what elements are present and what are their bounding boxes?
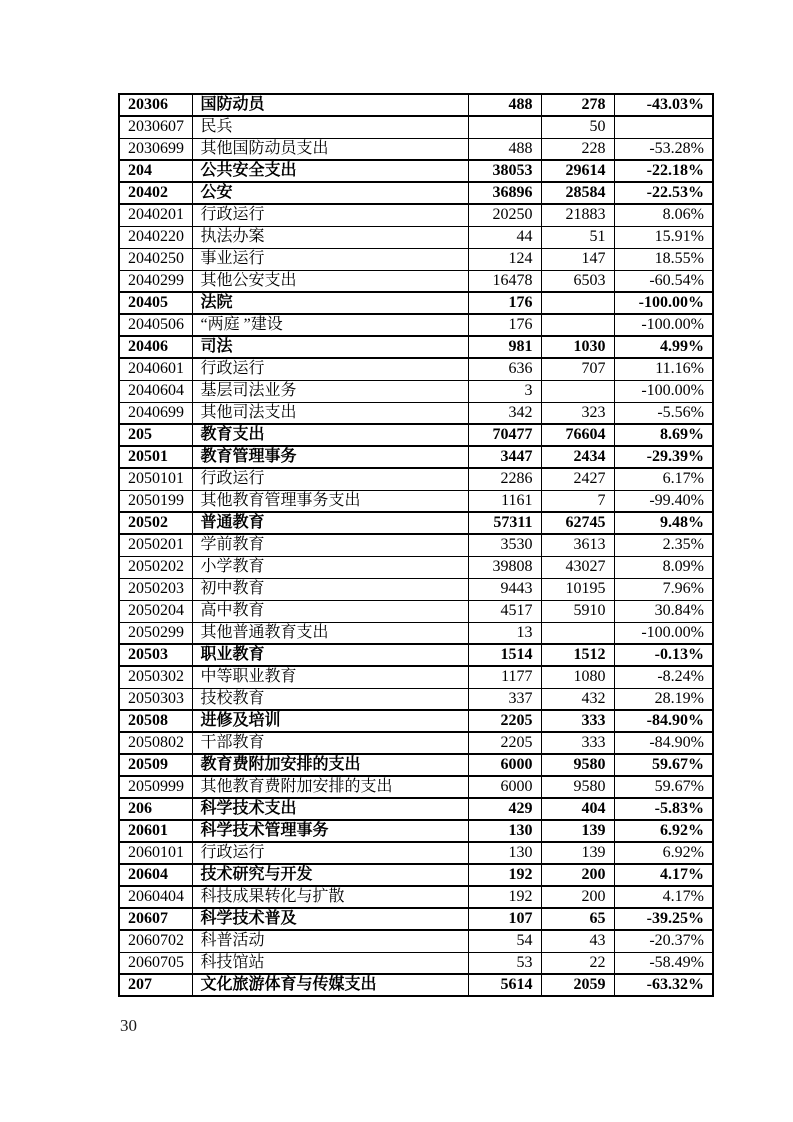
cell-change-percent: -5.83%: [614, 798, 713, 820]
cell-subject-name: 科学技术普及: [192, 908, 468, 930]
table-row: [119, 314, 713, 336]
table-row: [119, 666, 713, 688]
cell-subject-code: 20509: [119, 754, 192, 776]
cell-subject-name: 公共安全支出: [192, 160, 468, 182]
cell-change-percent: -20.37%: [614, 930, 713, 952]
table-row: [119, 226, 713, 248]
cell-budget-value: 107: [468, 908, 541, 930]
cell-subject-name: 民兵: [192, 116, 468, 138]
cell-budget-value: 192: [468, 864, 541, 886]
cell-subject-name: 基层司法业务: [192, 380, 468, 402]
cell-subject-name: 科学技术管理事务: [192, 820, 468, 842]
cell-budget-value: 38053: [468, 160, 541, 182]
table-row: [119, 270, 713, 292]
cell-budget-value: 3530: [468, 534, 541, 556]
cell-subject-code: 20306: [119, 94, 192, 116]
table-row: [119, 336, 713, 358]
cell-final-value: 43: [541, 930, 614, 952]
cell-final-value: [541, 292, 614, 314]
cell-budget-value: 488: [468, 138, 541, 160]
cell-subject-code: 2040506: [119, 314, 192, 336]
cell-subject-code: 2040299: [119, 270, 192, 292]
cell-final-value: 333: [541, 710, 614, 732]
cell-subject-code: 2050201: [119, 534, 192, 556]
cell-subject-code: 207: [119, 974, 192, 996]
cell-subject-name: 行政运行: [192, 204, 468, 226]
table-row: [119, 688, 713, 710]
cell-budget-value: 176: [468, 292, 541, 314]
cell-final-value: 22: [541, 952, 614, 974]
cell-subject-code: 20601: [119, 820, 192, 842]
cell-subject-name: 高中教育: [192, 600, 468, 622]
cell-subject-code: 2030607: [119, 116, 192, 138]
cell-final-value: 3613: [541, 534, 614, 556]
table-row: [119, 776, 713, 798]
cell-final-value: 65: [541, 908, 614, 930]
table-row: [119, 182, 713, 204]
cell-subject-name: 行政运行: [192, 842, 468, 864]
cell-change-percent: -60.54%: [614, 270, 713, 292]
cell-subject-name: 学前教育: [192, 534, 468, 556]
cell-subject-name: 中等职业教育: [192, 666, 468, 688]
cell-subject-name: 科技成果转化与扩散: [192, 886, 468, 908]
cell-subject-code: 206: [119, 798, 192, 820]
cell-final-value: 76604: [541, 424, 614, 446]
cell-final-value: 21883: [541, 204, 614, 226]
cell-change-percent: 11.16%: [614, 358, 713, 380]
cell-change-percent: 28.19%: [614, 688, 713, 710]
cell-subject-code: 2040699: [119, 402, 192, 424]
table-row: [119, 644, 713, 666]
table-row: [119, 468, 713, 490]
cell-final-value: 62745: [541, 512, 614, 534]
cell-subject-code: 2060705: [119, 952, 192, 974]
cell-change-percent: -43.03%: [614, 94, 713, 116]
cell-subject-code: 2050202: [119, 556, 192, 578]
cell-subject-name: 干部教育: [192, 732, 468, 754]
cell-change-percent: 8.09%: [614, 556, 713, 578]
cell-budget-value: 20250: [468, 204, 541, 226]
cell-subject-name: 行政运行: [192, 358, 468, 380]
cell-final-value: 2427: [541, 468, 614, 490]
cell-final-value: 7: [541, 490, 614, 512]
cell-subject-name: 公安: [192, 182, 468, 204]
cell-final-value: 9580: [541, 754, 614, 776]
cell-change-percent: -0.13%: [614, 644, 713, 666]
cell-budget-value: 4517: [468, 600, 541, 622]
cell-subject-code: 2050303: [119, 688, 192, 710]
cell-final-value: 51: [541, 226, 614, 248]
cell-subject-code: 2050302: [119, 666, 192, 688]
table-row: [119, 952, 713, 974]
table-row: [119, 248, 713, 270]
table-row: [119, 358, 713, 380]
cell-subject-code: 20503: [119, 644, 192, 666]
cell-budget-value: 53: [468, 952, 541, 974]
cell-subject-code: 20501: [119, 446, 192, 468]
budget-table-body: [119, 94, 713, 996]
cell-budget-value: 342: [468, 402, 541, 424]
table-row: [119, 380, 713, 402]
cell-final-value: 323: [541, 402, 614, 424]
cell-subject-code: 205: [119, 424, 192, 446]
cell-budget-value: 70477: [468, 424, 541, 446]
table-row: [119, 864, 713, 886]
cell-budget-value: 488: [468, 94, 541, 116]
cell-final-value: 139: [541, 842, 614, 864]
cell-subject-name: 其他国防动员支出: [192, 138, 468, 160]
cell-subject-code: 20406: [119, 336, 192, 358]
table-row: [119, 490, 713, 512]
cell-final-value: 1080: [541, 666, 614, 688]
cell-final-value: 43027: [541, 556, 614, 578]
cell-final-value: 29614: [541, 160, 614, 182]
cell-change-percent: 59.67%: [614, 754, 713, 776]
table-row: [119, 512, 713, 534]
table-row: [119, 600, 713, 622]
cell-final-value: 200: [541, 886, 614, 908]
cell-budget-value: 57311: [468, 512, 541, 534]
cell-final-value: 228: [541, 138, 614, 160]
cell-subject-code: 20502: [119, 512, 192, 534]
table-row: [119, 204, 713, 226]
cell-change-percent: -63.32%: [614, 974, 713, 996]
cell-budget-value: 337: [468, 688, 541, 710]
cell-subject-code: 2050999: [119, 776, 192, 798]
cell-subject-name: 科普活动: [192, 930, 468, 952]
cell-final-value: 2059: [541, 974, 614, 996]
cell-subject-name: 普通教育: [192, 512, 468, 534]
cell-budget-value: 130: [468, 842, 541, 864]
cell-budget-value: 2286: [468, 468, 541, 490]
cell-subject-code: 20405: [119, 292, 192, 314]
cell-change-percent: -58.49%: [614, 952, 713, 974]
cell-subject-code: 2050802: [119, 732, 192, 754]
cell-final-value: 432: [541, 688, 614, 710]
table-row: [119, 820, 713, 842]
table-row: [119, 424, 713, 446]
cell-change-percent: 6.17%: [614, 468, 713, 490]
cell-final-value: 9580: [541, 776, 614, 798]
cell-budget-value: 54: [468, 930, 541, 952]
table-row: [119, 292, 713, 314]
cell-subject-name: “两庭 ”建设: [192, 314, 468, 336]
cell-change-percent: 9.48%: [614, 512, 713, 534]
cell-change-percent: -8.24%: [614, 666, 713, 688]
cell-change-percent: -100.00%: [614, 622, 713, 644]
cell-budget-value: 6000: [468, 754, 541, 776]
table-row: [119, 446, 713, 468]
cell-change-percent: 8.69%: [614, 424, 713, 446]
cell-subject-name: 教育费附加安排的支出: [192, 754, 468, 776]
table-row: [119, 886, 713, 908]
cell-change-percent: 8.06%: [614, 204, 713, 226]
cell-final-value: 139: [541, 820, 614, 842]
table-row: [119, 556, 713, 578]
cell-budget-value: 39808: [468, 556, 541, 578]
cell-subject-name: 其他公安支出: [192, 270, 468, 292]
cell-change-percent: -53.28%: [614, 138, 713, 160]
cell-budget-value: 44: [468, 226, 541, 248]
cell-subject-name: 技术研究与开发: [192, 864, 468, 886]
cell-change-percent: 4.17%: [614, 864, 713, 886]
cell-subject-name: 司法: [192, 336, 468, 358]
cell-budget-value: 2205: [468, 732, 541, 754]
cell-subject-name: 教育管理事务: [192, 446, 468, 468]
cell-subject-code: 2050204: [119, 600, 192, 622]
cell-subject-code: 2050203: [119, 578, 192, 600]
cell-subject-name: 教育支出: [192, 424, 468, 446]
cell-final-value: 707: [541, 358, 614, 380]
cell-final-value: 147: [541, 248, 614, 270]
cell-budget-value: 1177: [468, 666, 541, 688]
cell-subject-name: 文化旅游体育与传媒支出: [192, 974, 468, 996]
cell-change-percent: 15.91%: [614, 226, 713, 248]
cell-change-percent: 4.99%: [614, 336, 713, 358]
cell-budget-value: 1514: [468, 644, 541, 666]
cell-subject-name: 国防动员: [192, 94, 468, 116]
cell-change-percent: 6.92%: [614, 820, 713, 842]
cell-final-value: 1512: [541, 644, 614, 666]
cell-subject-code: 20604: [119, 864, 192, 886]
cell-subject-code: 2050199: [119, 490, 192, 512]
cell-subject-name: 事业运行: [192, 248, 468, 270]
cell-final-value: 2434: [541, 446, 614, 468]
cell-budget-value: [468, 116, 541, 138]
cell-budget-value: 2205: [468, 710, 541, 732]
table-row: [119, 534, 713, 556]
cell-change-percent: 2.35%: [614, 534, 713, 556]
cell-change-percent: -22.18%: [614, 160, 713, 182]
cell-budget-value: 3: [468, 380, 541, 402]
cell-change-percent: 18.55%: [614, 248, 713, 270]
cell-subject-code: 2030699: [119, 138, 192, 160]
table-row: [119, 138, 713, 160]
cell-change-percent: -39.25%: [614, 908, 713, 930]
table-row: [119, 732, 713, 754]
cell-final-value: 200: [541, 864, 614, 886]
table-row: [119, 578, 713, 600]
cell-subject-code: 2060702: [119, 930, 192, 952]
cell-final-value: [541, 622, 614, 644]
budget-table: [118, 93, 714, 997]
cell-subject-code: 2040604: [119, 380, 192, 402]
cell-subject-code: 2040250: [119, 248, 192, 270]
cell-subject-code: 2050101: [119, 468, 192, 490]
cell-final-value: 10195: [541, 578, 614, 600]
cell-budget-value: 9443: [468, 578, 541, 600]
cell-budget-value: 636: [468, 358, 541, 380]
cell-final-value: 404: [541, 798, 614, 820]
cell-budget-value: 192: [468, 886, 541, 908]
cell-final-value: 333: [541, 732, 614, 754]
table-row: [119, 710, 713, 732]
page-number: 30: [120, 1016, 137, 1035]
table-row: [119, 974, 713, 996]
cell-budget-value: 124: [468, 248, 541, 270]
cell-subject-name: 其他普通教育支出: [192, 622, 468, 644]
cell-subject-code: 2040601: [119, 358, 192, 380]
cell-subject-name: 科技馆站: [192, 952, 468, 974]
cell-final-value: 28584: [541, 182, 614, 204]
cell-change-percent: -99.40%: [614, 490, 713, 512]
table-row: [119, 754, 713, 776]
cell-subject-code: 20607: [119, 908, 192, 930]
cell-change-percent: 7.96%: [614, 578, 713, 600]
table-row: [119, 160, 713, 182]
cell-budget-value: 6000: [468, 776, 541, 798]
cell-final-value: [541, 314, 614, 336]
cell-budget-value: 981: [468, 336, 541, 358]
table-row: [119, 622, 713, 644]
cell-subject-name: 其他教育管理事务支出: [192, 490, 468, 512]
cell-subject-code: 2040201: [119, 204, 192, 226]
cell-subject-name: 职业教育: [192, 644, 468, 666]
cell-subject-code: 20508: [119, 710, 192, 732]
cell-change-percent: -100.00%: [614, 314, 713, 336]
cell-budget-value: 3447: [468, 446, 541, 468]
cell-subject-name: 初中教育: [192, 578, 468, 600]
table-row: [119, 930, 713, 952]
cell-change-percent: -29.39%: [614, 446, 713, 468]
cell-change-percent: 6.92%: [614, 842, 713, 864]
cell-budget-value: 130: [468, 820, 541, 842]
cell-budget-value: 1161: [468, 490, 541, 512]
cell-subject-code: 204: [119, 160, 192, 182]
cell-subject-name: 科学技术支出: [192, 798, 468, 820]
cell-final-value: 5910: [541, 600, 614, 622]
cell-subject-name: 其他教育费附加安排的支出: [192, 776, 468, 798]
cell-budget-value: 176: [468, 314, 541, 336]
cell-change-percent: 4.17%: [614, 886, 713, 908]
cell-change-percent: -22.53%: [614, 182, 713, 204]
table-row: [119, 908, 713, 930]
cell-change-percent: -84.90%: [614, 710, 713, 732]
cell-change-percent: 30.84%: [614, 600, 713, 622]
table-row: [119, 402, 713, 424]
cell-subject-code: 2060101: [119, 842, 192, 864]
cell-subject-name: 执法办案: [192, 226, 468, 248]
cell-final-value: 1030: [541, 336, 614, 358]
cell-budget-value: 5614: [468, 974, 541, 996]
table-row: [119, 842, 713, 864]
cell-budget-value: 13: [468, 622, 541, 644]
table-row: [119, 798, 713, 820]
cell-change-percent: -84.90%: [614, 732, 713, 754]
cell-subject-code: 2050299: [119, 622, 192, 644]
cell-subject-name: 技校教育: [192, 688, 468, 710]
cell-budget-value: 16478: [468, 270, 541, 292]
cell-final-value: 278: [541, 94, 614, 116]
cell-final-value: 6503: [541, 270, 614, 292]
cell-change-percent: -100.00%: [614, 380, 713, 402]
cell-final-value: [541, 380, 614, 402]
cell-budget-value: 429: [468, 798, 541, 820]
cell-subject-name: 小学教育: [192, 556, 468, 578]
cell-change-percent: -100.00%: [614, 292, 713, 314]
table-row: [119, 116, 713, 138]
cell-budget-value: 36896: [468, 182, 541, 204]
cell-subject-code: 2040220: [119, 226, 192, 248]
cell-subject-name: 法院: [192, 292, 468, 314]
cell-subject-name: 其他司法支出: [192, 402, 468, 424]
table-row: [119, 94, 713, 116]
cell-change-percent: -5.56%: [614, 402, 713, 424]
cell-subject-code: 20402: [119, 182, 192, 204]
cell-subject-code: 2060404: [119, 886, 192, 908]
cell-final-value: 50: [541, 116, 614, 138]
cell-change-percent: 59.67%: [614, 776, 713, 798]
cell-subject-name: 行政运行: [192, 468, 468, 490]
cell-change-percent: [614, 116, 713, 138]
cell-subject-name: 进修及培训: [192, 710, 468, 732]
